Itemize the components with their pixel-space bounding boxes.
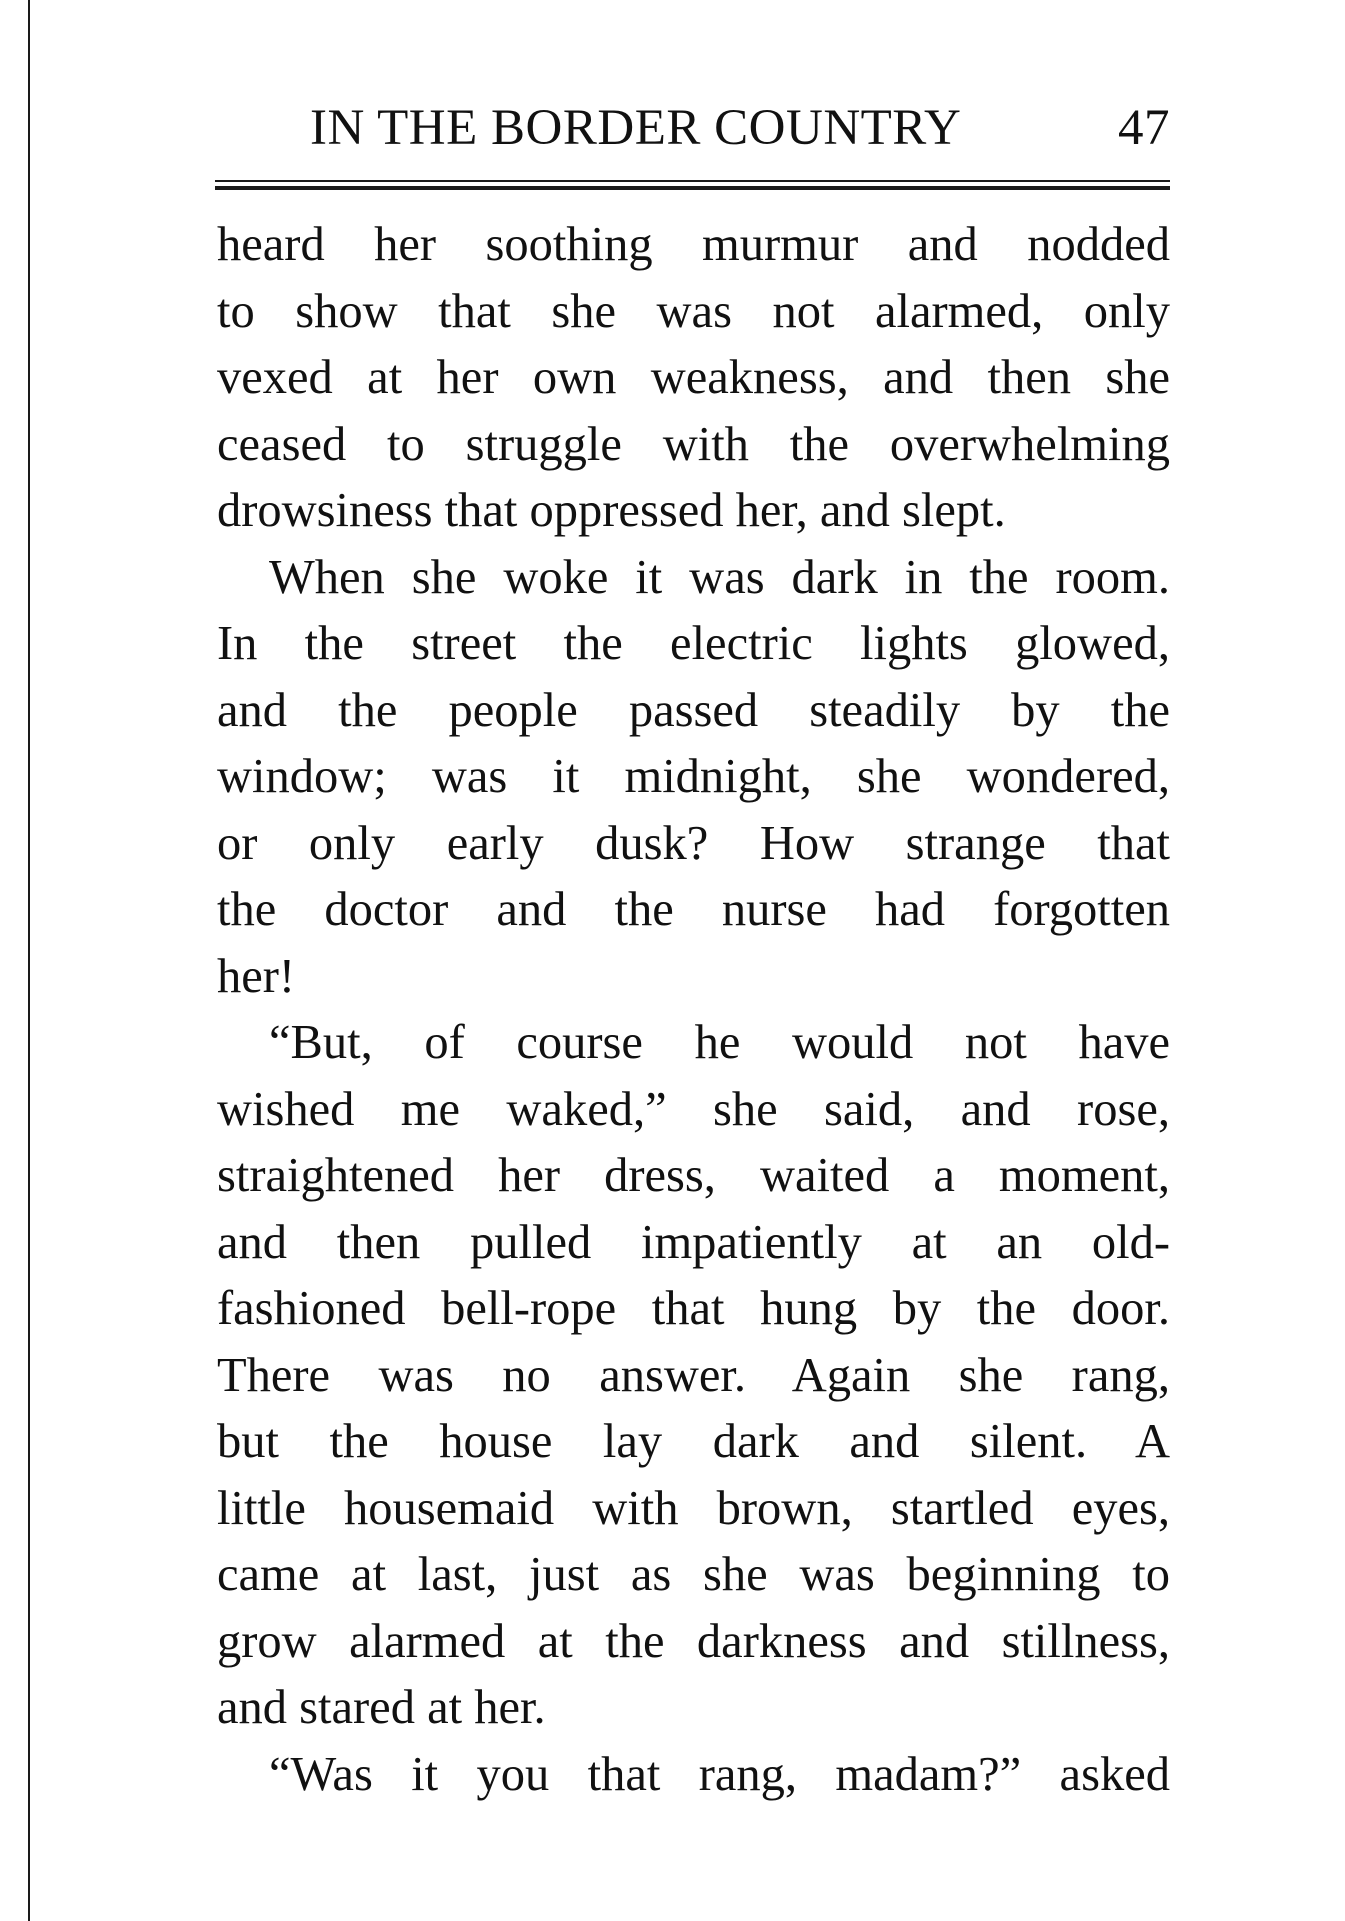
text-line: and the people passed steadily by the xyxy=(217,683,1170,737)
text-line: the doctor and the nurse had forgotten xyxy=(217,883,1170,936)
text-line: fashioned bell-rope that hung by the door. xyxy=(217,1282,1170,1335)
text-line: and then pulled impatiently at an old- xyxy=(217,1215,1170,1269)
body-text xyxy=(217,212,1170,1808)
text-line: straightened her dress, waited a moment, xyxy=(217,1149,1170,1202)
text-line: vexed at her own weakness, and then she xyxy=(217,351,1170,404)
text-line: ceased to struggle with the overwhelming xyxy=(217,417,1170,471)
text-line: grow alarmed at the darkness and stillness, xyxy=(217,1614,1170,1668)
text-line: to show that she was not alarmed, only xyxy=(217,284,1170,338)
page-number: 47 xyxy=(1118,100,1170,156)
header-rule-thick xyxy=(215,186,1170,190)
text-line: heard her soothing murmur and nodded xyxy=(217,218,1170,271)
text-line: came at last, just as she was beginning to xyxy=(217,1548,1170,1601)
text-line: “But, of course he would not have xyxy=(269,1016,1170,1069)
text-line: wished me waked,” she said, and rose, xyxy=(217,1082,1170,1136)
text-line: “Was it you that rang, madam?” asked xyxy=(269,1747,1170,1801)
text-line: or only early dusk? How strange that xyxy=(217,816,1170,870)
text-line: drowsiness that oppressed her, and slept. xyxy=(217,484,1006,537)
text-line: When she woke it was dark in the room. xyxy=(269,550,1170,604)
text-line: There was no answer. Again she rang, xyxy=(217,1348,1170,1402)
page-edge-line xyxy=(28,0,30,1921)
text-line: window; was it midnight, she wondered, xyxy=(217,750,1170,803)
text-line: little housemaid with brown, startled eyes, xyxy=(217,1481,1170,1535)
text-line: In the street the electric lights glowed, xyxy=(217,617,1170,670)
running-header xyxy=(310,98,1170,158)
text-line: her! xyxy=(217,949,296,1003)
header-rule-thin xyxy=(215,180,1170,182)
text-line: but the house lay dark and silent. A xyxy=(217,1415,1170,1468)
running-title: IN THE BORDER COUNTRY xyxy=(310,100,962,156)
text-line: and stared at her. xyxy=(217,1681,546,1734)
